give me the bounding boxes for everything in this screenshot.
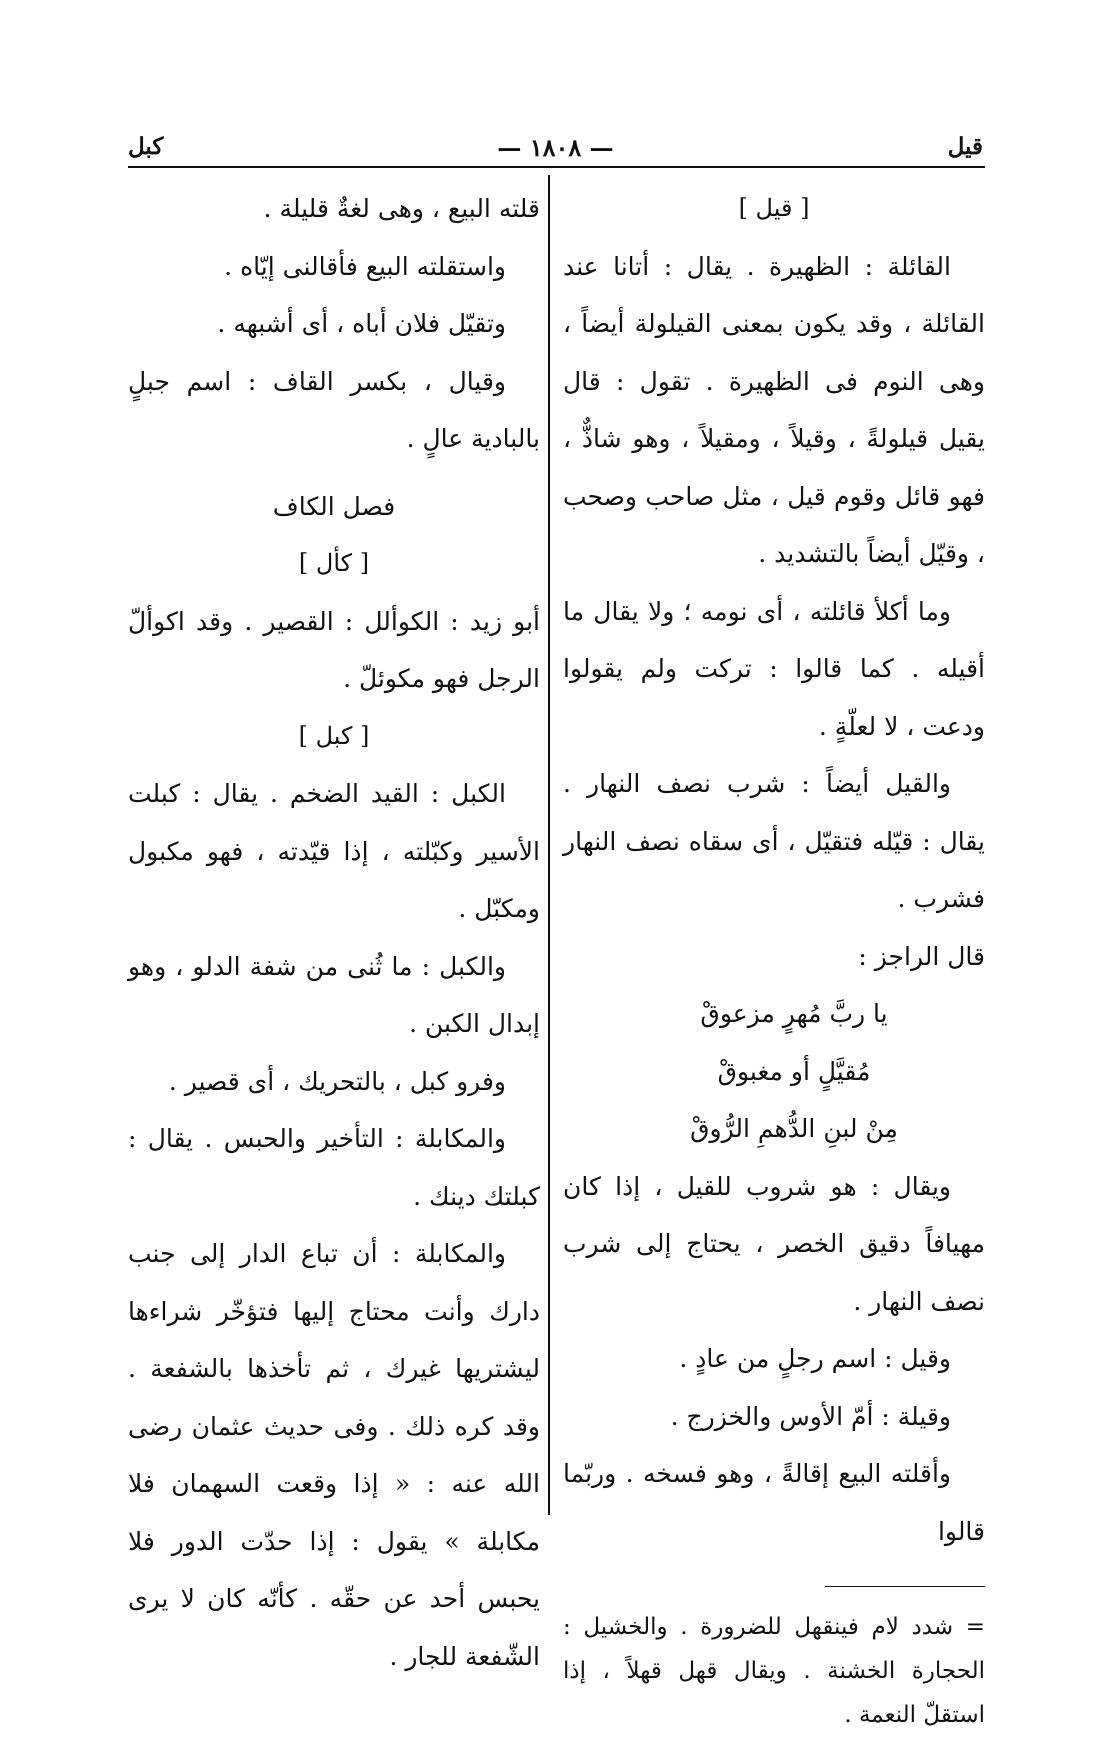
footnote-rule bbox=[825, 1586, 985, 1587]
entry-paragraph: القائلة : الظهيرة . يقال : أتانا عند القائلة ، وقد يكون بمعنى القيلولة أيضاً ، وهى النوم فى الظهيرة . تقول : قال يقيل قيلولةً ، وقيلاً ، ومقيلاً ، وهو شاذٌّ ، فهو قائل وقوم قيل ، مثل صاحب وصحب ، وقيّل أيضاً بالتشديد . bbox=[563, 251, 985, 568]
entry-paragraph: الكبل : القيد الضخم . يقال : كبلت الأسير وكبّلته ، إذا قيّدته ، فهو مكبول ومكبّل . bbox=[128, 779, 540, 923]
entry-heading-kaal: [ كأل ] bbox=[298, 549, 370, 577]
header-rule bbox=[128, 166, 985, 168]
section-title: فصل الكاف bbox=[272, 491, 396, 521]
entry-paragraph: وفرو كبل ، بالتحريك ، أى قصير . bbox=[168, 1066, 506, 1096]
running-header bbox=[128, 125, 983, 167]
entry-paragraph: وتقيّل فلان أباه ، أى أشبهه . bbox=[217, 309, 506, 338]
entry-paragraph: ويقال : هو شروب للقيل ، إذا كان مهيافاً دقيق الخصر ، يحتاج إلى شرب نصف النهار . bbox=[563, 1171, 985, 1316]
entry-paragraph: والمكابلة : أن تباع الدار إلى جنب دارك وأنت محتاج إليها فتؤخّر شراءها ليشتريها غيرك ، ثم تأخذها بالشفعة . وقد كره ذلك . وفى حديث عثمان رضى الله عنه : « إذا وقعت السهمان فلا مكابلة » يقول : إذا حدّت الدور فلا يحبس أحد عن حقّه . كأنّه كان لا يرى الشّفعة للجار . bbox=[128, 1239, 540, 1671]
entry-paragraph: وقيال ، بكسر القاف : اسم جبلٍ بالبادية عالٍ . bbox=[128, 366, 540, 453]
header-left-keyword: كبل bbox=[128, 133, 164, 160]
entry-paragraph: والمكابلة : التأخير والحبس . يقال : كبلتك دينك . bbox=[128, 1124, 540, 1211]
verse-line: مِنْ لبنِ الدُّهمِ الرُّوقْ bbox=[690, 1114, 898, 1143]
left-column bbox=[128, 180, 540, 1685]
entry-paragraph: وقيل : اسم رجلٍ من عادٍ . bbox=[679, 1344, 951, 1373]
entry-heading-qil: [ قيل ] bbox=[738, 194, 810, 222]
footnote: = شدد لام فينقهل للضرورة . والخشيل : الحجارة الخشنة . ويقال قهل قهلاً ، إذا استقلّ النعمة . bbox=[563, 1614, 985, 1728]
right-column bbox=[563, 180, 985, 1737]
entry-paragraph: وما أكلأ قائلته ، أى نومه ؛ ولا يقال ما أقيله . كما قالوا : تركت ولم يقولوا ودعت ، لا لعلّةٍ . bbox=[563, 596, 985, 741]
header-right-keyword: قيل bbox=[947, 133, 983, 160]
entry-paragraph: أبو زيد : الكوألل : القصير . وقد اكوألّ الرجل فهو مكوئلّ . bbox=[128, 606, 540, 693]
entry-paragraph: والقيل أيضاً : شرب نصف النهار . يقال : قيّله فتقيّل ، أى سقاه نصف النهار فشرب . bbox=[563, 769, 985, 913]
verse-line: مُقيَّلٍ أو مغبوقْ bbox=[717, 1056, 871, 1086]
entry-paragraph: وأقلته البيع إقالةً ، وهو فسخه . وربّما قالوا bbox=[563, 1459, 985, 1546]
entry-paragraph: واستقلته البيع فأقالنى إيّاه . bbox=[224, 251, 506, 281]
rajiz-intro: قال الراجز : bbox=[858, 941, 985, 971]
page-number: — ١٨٠٨ — bbox=[497, 133, 614, 162]
verse-line: يا ربَّ مُهرٍ مزعوقْ bbox=[700, 999, 888, 1028]
entry-paragraph: قلته البيع ، وهى لغةٌ قليلة . bbox=[263, 194, 540, 223]
entry-paragraph: وقيلة : أمّ الأوس والخزرج . bbox=[670, 1401, 951, 1431]
entry-paragraph: والكبل : ما ثُنى من شفة الدلو ، وهو إبدال الكبن . bbox=[128, 951, 540, 1038]
column-divider bbox=[548, 175, 550, 1515]
entry-heading-kabl: [ كبل ] bbox=[298, 721, 370, 750]
